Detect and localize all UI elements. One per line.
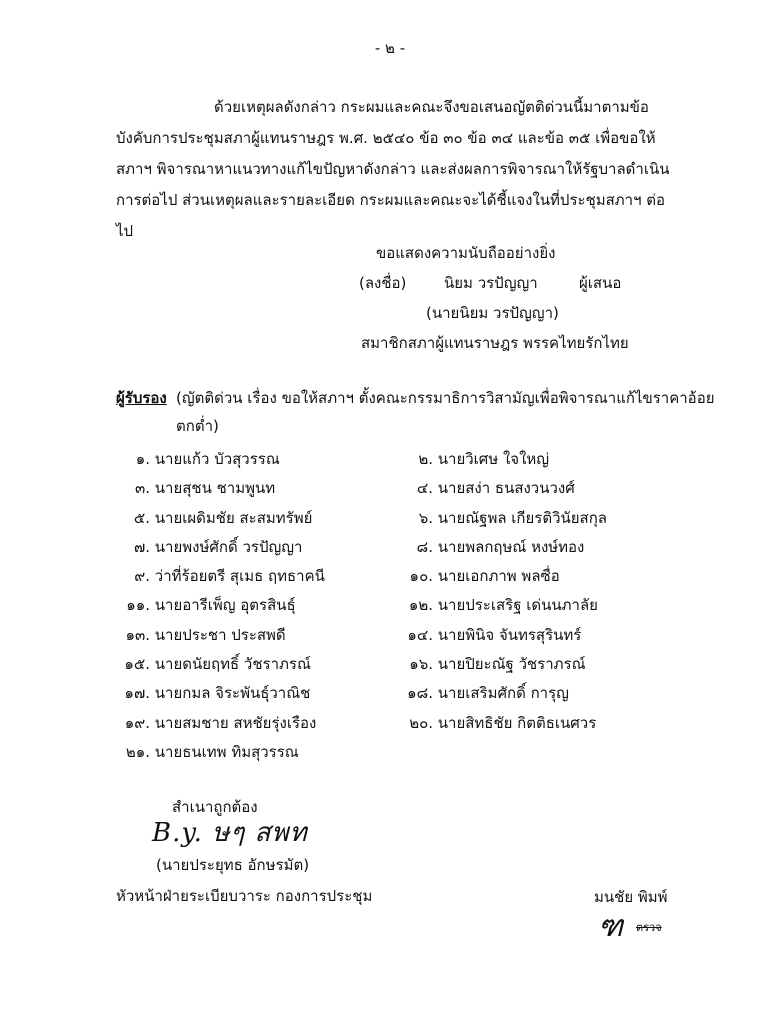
proposer-full-name: (นายนิยม วรปัญญา): [426, 304, 559, 322]
certified-copy-label: สำเนาถูกต้อง: [172, 798, 258, 816]
proposer-role: ผู้เสนอ: [579, 274, 622, 292]
certifier-name: (นายประยุทธ อักษรมัต): [156, 856, 310, 874]
motion-line-2: ตกต่ำ): [176, 417, 219, 435]
typist-name: มนชัย พิมพ์: [594, 888, 668, 906]
list-item: ๒. นายวิเศษ ใจใหญ่: [418, 450, 550, 468]
page-number: - ๒ -: [374, 39, 406, 57]
checker-initial: ฑ: [598, 909, 623, 944]
list-item: ๕. นายเผดิมชัย สะสมทรัพย์: [133, 508, 313, 527]
list-item: ๑๑. นายอารีเพ็ญ อุตรสินธุ์: [126, 596, 296, 615]
list-item: ๙. ว่าที่ร้อยตรี สุเมธ ฤทธาคนี: [134, 567, 325, 586]
list-item: ๑๓. นายประชา ประสพดี: [125, 625, 286, 644]
list-item: ๑๖. นายปิยะณัฐ วัชราภรณ์: [409, 655, 586, 674]
motion-line-1: (ญัตติด่วน เรื่อง ขอให้สภาฯ ตั้งคณะกรรมาธิการวิสามัญเพื่อพิจารณาแก้ไขราคาอ้อย: [176, 389, 715, 407]
list-item: ๑๒. นายประเสริฐ เด่นนภาลัย: [408, 596, 598, 615]
endorsers-heading: ผู้รับรอง: [116, 389, 167, 407]
list-item: ๑๕. นายดนัยฤทธิ์ วัชราภรณ์: [124, 655, 311, 674]
body-paragraph-text: ด้วยเหตุผลดังกล่าว กระผมและคณะจึงขอเสนอญัตติด่วนนี้มาตามข้อบังคับการประชุมสภาผู้แทนราษฎร พ.ศ. ๒๕๔๐ ข้อ ๓๐ ข้อ ๓๔ และข้อ ๓๕ เพื่อขอให้สภาฯ พิจารณาหาแนวทางแก้ไขปัญหาดังกล่าว และส่งผลการพิจารณาให้รัฐบาลดำเนินการต่อไป ส่วนเหตุผลและรายละเอียด กระผมและคณะจะได้ชี้แจงในที่ประชุมสภาฯ ต่อไป: [116, 98, 670, 240]
list-item: ๑๙. นายสมชาย สหชัยรุ่งเรือง: [124, 713, 317, 732]
list-item: ๗. นายพงษ์ศักดิ์ วรปัญญา: [133, 537, 303, 556]
proposer-position: สมาชิกสภาผู้แทนราษฎร พรรคไทยรักไทย: [361, 334, 629, 352]
closing-line: ขอแสดงความนับถืออย่างยิ่ง: [376, 244, 556, 262]
endorsers-right-column: [373, 447, 607, 740]
list-item: ๓. นายสุชน ชามพูนท: [134, 479, 276, 498]
list-item: ๑. นายแก้ว บัวสุวรรณ: [135, 450, 280, 468]
proposer-signature: นิยม วรปัญญา: [444, 274, 538, 292]
checker-note: ตรวจ: [636, 921, 662, 934]
list-item: ๖. นายณัฐพล เกียรติวินัยสกุล: [418, 508, 607, 527]
list-item: ๑๗. นายกมล จิระพันธุ์วาณิช: [124, 684, 311, 703]
list-item: ๒๐. นายสิทธิชัย กิตติธเนศวร: [409, 713, 597, 732]
list-item: ๑๘. นายเสริมศักดิ์ การุญ: [407, 684, 569, 703]
body-paragraph: [116, 92, 676, 247]
list-item: ๒๑. นายธนเทพ ทิมสุวรรณ: [125, 742, 299, 761]
certifier-position: หัวหน้าฝ่ายระเบียบวาระ กองการประชุม: [116, 887, 373, 905]
signed-label: (ลงชื่อ): [359, 274, 407, 292]
handwritten-signature: B.y. ษๆ สพท: [152, 818, 308, 848]
list-item: ๔. นายสง่า ธนสงวนวงศ์: [416, 479, 575, 498]
list-item: ๑๔. นายพินิจ จันทรสุรินทร์: [407, 625, 582, 644]
list-item: ๘. นายพลกฤษณ์ หงษ์ทอง: [416, 537, 585, 556]
list-item: ๑๐. นายเอกภาพ พลซื่อ: [409, 567, 560, 586]
endorsers-left-column: [96, 447, 325, 769]
